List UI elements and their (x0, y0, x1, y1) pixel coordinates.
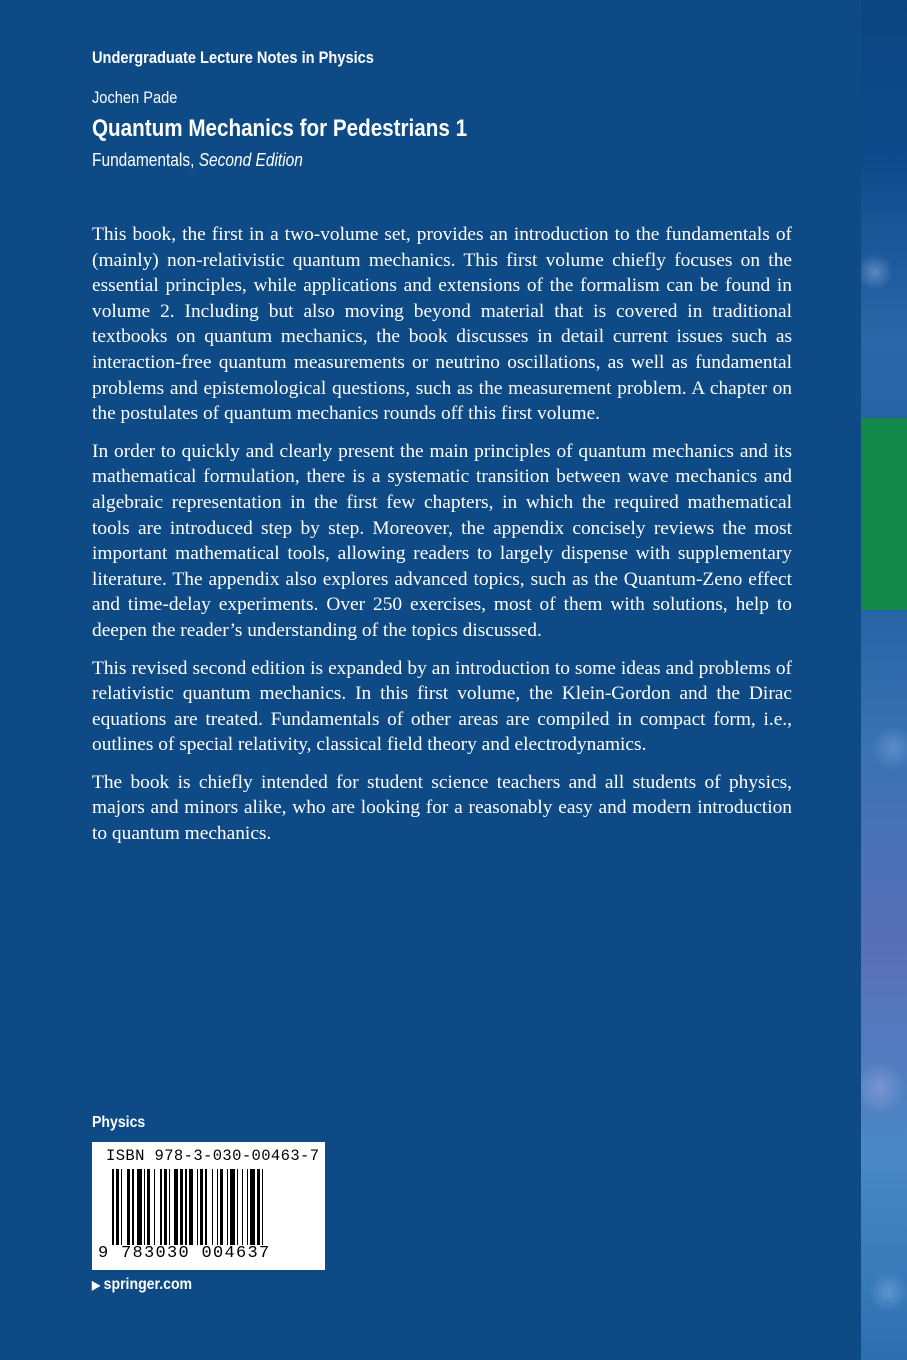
book-title: Quantum Mechanics for Pedestrians 1 (92, 115, 468, 142)
spine-image (861, 0, 907, 1360)
arrow-right-icon: ▶ (92, 1278, 101, 1292)
publisher-website[interactable] (92, 1276, 192, 1294)
blurb-paragraph: The book is chiefly intended for student science teachers and all students of physics, majors and minors alike, who are looking for a reasonably easy and modern introduction to quantum mechanics. (92, 771, 792, 845)
blurb-paragraph: This revised second edition is expanded by an introduction to some ideas and problems of relativistic quantum mechanics. In this first volume, the Klein-Gordon and the Dirac equations are treated. Fundamentals of other areas are compiled in compact form, i.e., outlines of special relativity, classical field theory and electrodynamics. (92, 657, 792, 756)
book-subtitle (92, 150, 303, 171)
barcode-digits: 9 783030 004637 (98, 1244, 271, 1263)
subtitle-main: Fundamentals, (92, 150, 195, 170)
series-name: Undergraduate Lecture Notes in Physics (92, 48, 374, 67)
website-label: springer.com (103, 1276, 193, 1293)
blurb-paragraph: In order to quickly and clearly present the main principles of quantum mechanics and its mathematical formulation, there is a systematic transition between wave mechanics and algebraic representation in the first few chapters, in which the required mathematical tools are introduced step by step. Moreover, the appendix concisely reviews the most important mathematical tools, allowing readers to largely dispense with supplementary literature. The appendix also explores advanced topics, such as the Quantum-Zeno effect and time-delay experiments. Over 250 exercises, most of them with solutions, help to deepen the reader’s understanding of the topics discussed. (92, 440, 792, 641)
barcode-bars (112, 1169, 312, 1245)
author-name: Jochen Pade (92, 88, 178, 107)
blurb-paragraph: This book, the first in a two-volume set, provides an introduction to the fundamentals of (mainly) non-relativistic quantum mechanics. This first volume chiefly focuses on the essential principles, while applications and extensions of the formalism can be found in volume 2. Including but also moving beyond material that is covered in traditional textbooks on quantum mechanics, the book discusses in detail current issues such as interaction-free quantum measurements or neutrino oscillations, as well as fundamental problems and epistemological questions, such as the measurement problem. A chapter on the postulates of quantum mechanics rounds off this first volume. (92, 224, 792, 425)
category-label: Physics (92, 1114, 146, 1131)
blurb (92, 222, 792, 859)
isbn-number: ISBN 978-3-030-00463-7 (106, 1147, 320, 1165)
spine-color-band (861, 418, 907, 610)
isbn-barcode (92, 1142, 325, 1270)
edition-label: Second Edition (198, 150, 303, 170)
